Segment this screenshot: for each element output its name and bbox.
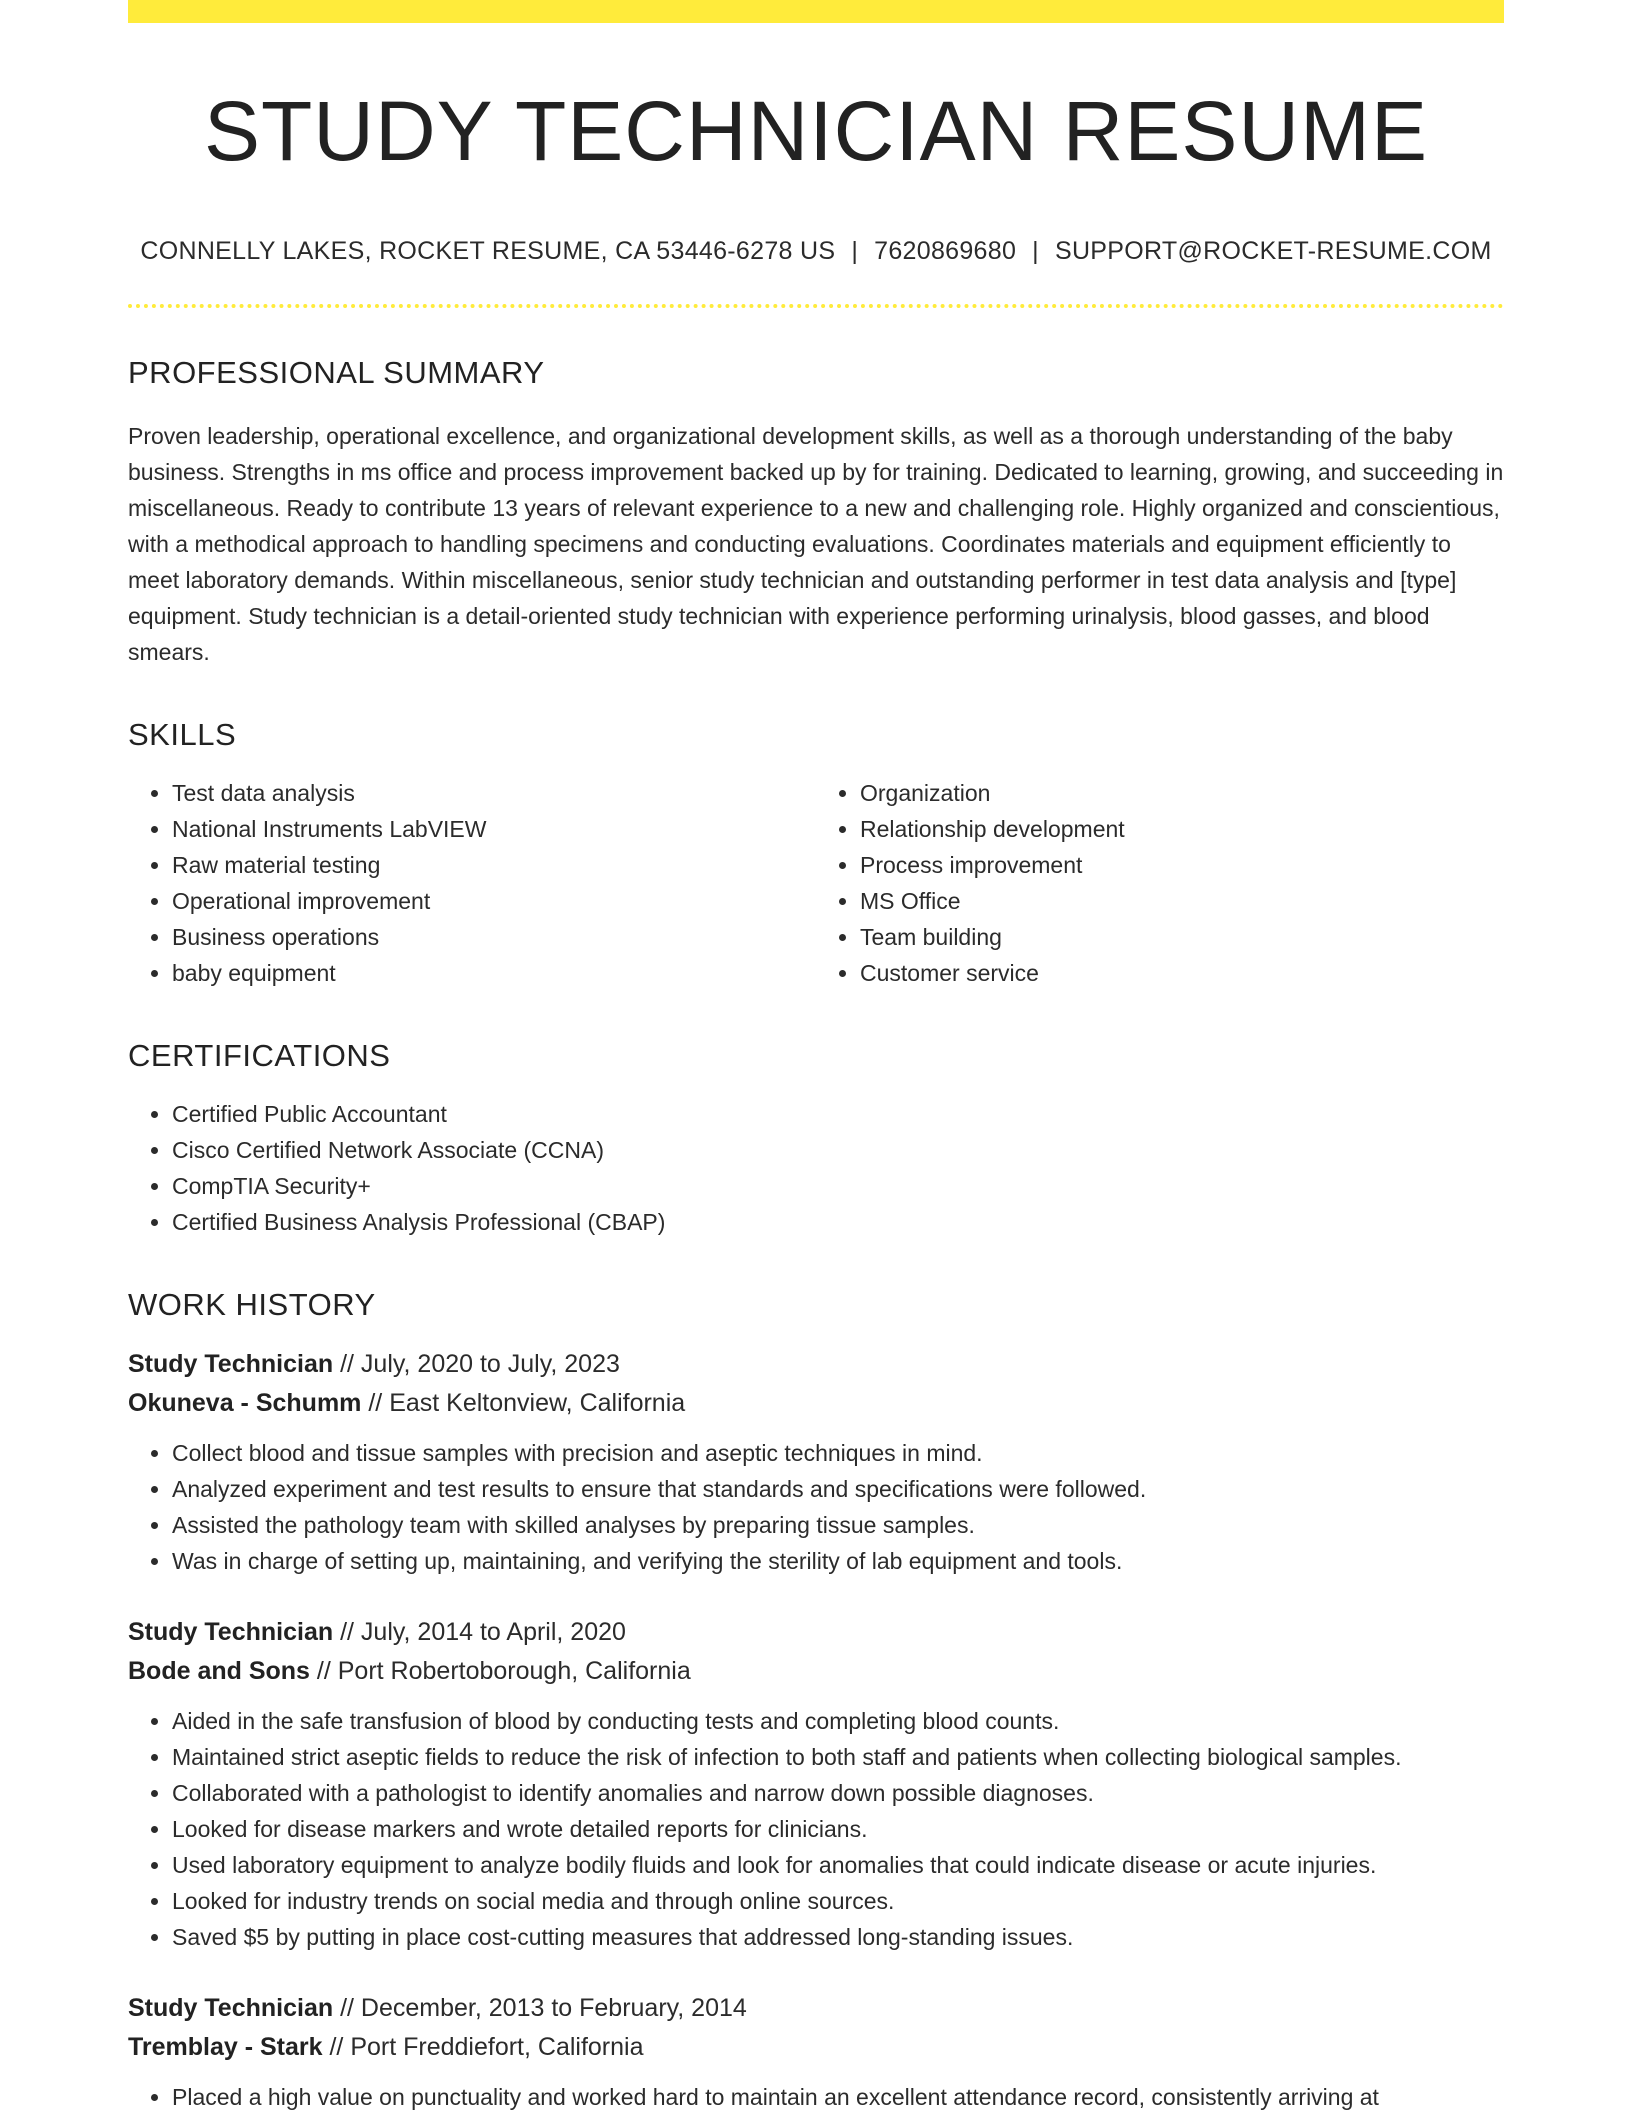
skills-list-left <box>128 775 816 991</box>
certifications-section <box>128 1037 1504 1240</box>
certification-item: • Certified Business Analysis Professional (CBAP) <box>172 1204 1504 1240</box>
job-entry <box>128 1345 1504 1579</box>
job-bullet: • Used laboratory equipment to analyze bodily fluids and look for anomalies that could indicate disease or acute injuries. <box>172 1847 1504 1883</box>
skill-item: • Test data analysis <box>172 775 816 811</box>
skills-list-right <box>816 775 1504 991</box>
job-role: Study Technician <box>128 1618 334 1647</box>
job-company-line <box>128 1652 1504 1691</box>
job-bullet: • Collaborated with a pathologist to identify anomalies and narrow down possible diagnoses. <box>172 1775 1504 1811</box>
job-bullet: • Aided in the safe transfusion of blood by conducting tests and completing blood counts. <box>172 1703 1504 1739</box>
job-bullets <box>128 1435 1504 1579</box>
job-bullet: • Analyzed experiment and test results to ensure that standards and specifications were followed. <box>172 1471 1504 1507</box>
certification-item: • CompTIA Security+ <box>172 1168 1504 1204</box>
resume-title: STUDY TECHNICIAN RESUME <box>203 84 1429 178</box>
work-history-heading: WORK HISTORY <box>128 1286 376 1322</box>
skill-item: • Relationship development <box>860 811 1504 847</box>
accent-top-bar <box>128 0 1504 23</box>
contact-address: CONNELLY LAKES, ROCKET RESUME, CA 53446-6278 US <box>140 237 836 266</box>
job-bullet: • Maintained strict aseptic fields to reduce the risk of infection to both staff and patients when collecting biological samples. <box>172 1739 1504 1775</box>
skill-item: • MS Office <box>860 883 1504 919</box>
summary-heading: PROFESSIONAL SUMMARY <box>128 355 545 391</box>
job-dates: // December, 2013 to February, 2014 <box>333 1994 747 2023</box>
job-bullet: • Saved $5 by putting in place cost-cutting measures that addressed long-standing issues. <box>172 1919 1504 1955</box>
skill-item: • baby equipment <box>172 955 816 991</box>
certifications-list <box>128 1096 1504 1240</box>
job-bullets <box>128 1703 1504 1955</box>
resume-page <box>128 0 1504 2115</box>
certifications-heading: CERTIFICATIONS <box>128 1037 391 1073</box>
summary-section <box>128 354 1504 669</box>
job-bullet: • Collect blood and tissue samples with precision and aseptic techniques in mind. <box>172 1435 1504 1471</box>
work-history-section <box>128 1286 1504 2115</box>
job-bullets <box>128 2079 1504 2115</box>
job-bullet: • Looked for disease markers and wrote detailed reports for clinicians. <box>172 1811 1504 1847</box>
contact-phone: 7620869680 <box>874 237 1017 266</box>
job-company: Bode and Sons <box>128 1657 310 1686</box>
skill-item: • Process improvement <box>860 847 1504 883</box>
skill-item: • Organization <box>860 775 1504 811</box>
job-entry <box>128 1989 1504 2115</box>
job-company: Tremblay - Stark <box>128 2033 323 2062</box>
job-location: // Port Robertoborough, California <box>309 1657 691 1686</box>
job-location: // East Keltonview, California <box>361 1389 686 1418</box>
skill-item: • Operational improvement <box>172 883 816 919</box>
job-role-line <box>128 1989 1504 2028</box>
job-bullet: • Looked for industry trends on social media and through online sources. <box>172 1883 1504 1919</box>
job-entry <box>128 1613 1504 1955</box>
contact-line <box>128 237 1504 266</box>
job-company-line <box>128 1384 1504 1423</box>
summary-text: Proven leadership, operational excellence, and organizational development skills, as well as a thorough understanding of the baby business. Strengths in ms office and process improvement backed up by for training. Dedicated to learning, growing, and succeeding in miscellaneous. Ready to contribute 13 years of relevant experience to a new and challenging role. Highly organized and conscientious, with a methodical approach to handling specimens and conducting evaluations. Coordinates materials and equipment efficiently to meet laboratory demands. Within miscellaneous, senior study technician and outstanding performer in test data analysis and [type] equipment. Study technician is a detail-oriented study technician with experience performing urinalysis, blood gasses, and blood smears. <box>128 422 1504 665</box>
contact-separator: | <box>1032 237 1039 266</box>
job-company: Okuneva - Schumm <box>128 1389 362 1418</box>
skill-item: • National Instruments LabVIEW <box>172 811 816 847</box>
job-bullet: • Was in charge of setting up, maintaining, and verifying the sterility of lab equipment and tools. <box>172 1543 1504 1579</box>
job-role: Study Technician <box>128 1350 334 1379</box>
skill-item: • Raw material testing <box>172 847 816 883</box>
job-location: // Port Freddiefort, California <box>322 2033 644 2062</box>
job-bullet: • Assisted the pathology team with skilled analyses by preparing tissue samples. <box>172 1507 1504 1543</box>
certification-item: • Cisco Certified Network Associate (CCNA) <box>172 1132 1504 1168</box>
contact-separator: | <box>851 237 859 266</box>
dotted-divider <box>128 304 1504 308</box>
job-bullet: • Placed a high value on punctuality and worked hard to maintain an excellent attendance record, consistently arriving at <box>172 2079 1504 2115</box>
job-role: Study Technician <box>128 1994 334 2023</box>
contact-email: SUPPORT@ROCKET-RESUME.COM <box>1054 237 1492 266</box>
certification-item: • Certified Public Accountant <box>172 1096 1504 1132</box>
job-role-line <box>128 1613 1504 1652</box>
job-company-line <box>128 2028 1504 2067</box>
skill-item: • Team building <box>860 919 1504 955</box>
skills-section <box>128 716 1504 991</box>
job-role-line <box>128 1345 1504 1384</box>
skills-heading: SKILLS <box>128 716 237 752</box>
skill-item: • Business operations <box>172 919 816 955</box>
job-dates: // July, 2020 to July, 2023 <box>333 1350 620 1379</box>
job-dates: // July, 2014 to April, 2020 <box>333 1618 626 1647</box>
skill-item: • Customer service <box>860 955 1504 991</box>
skills-columns <box>128 775 1504 991</box>
